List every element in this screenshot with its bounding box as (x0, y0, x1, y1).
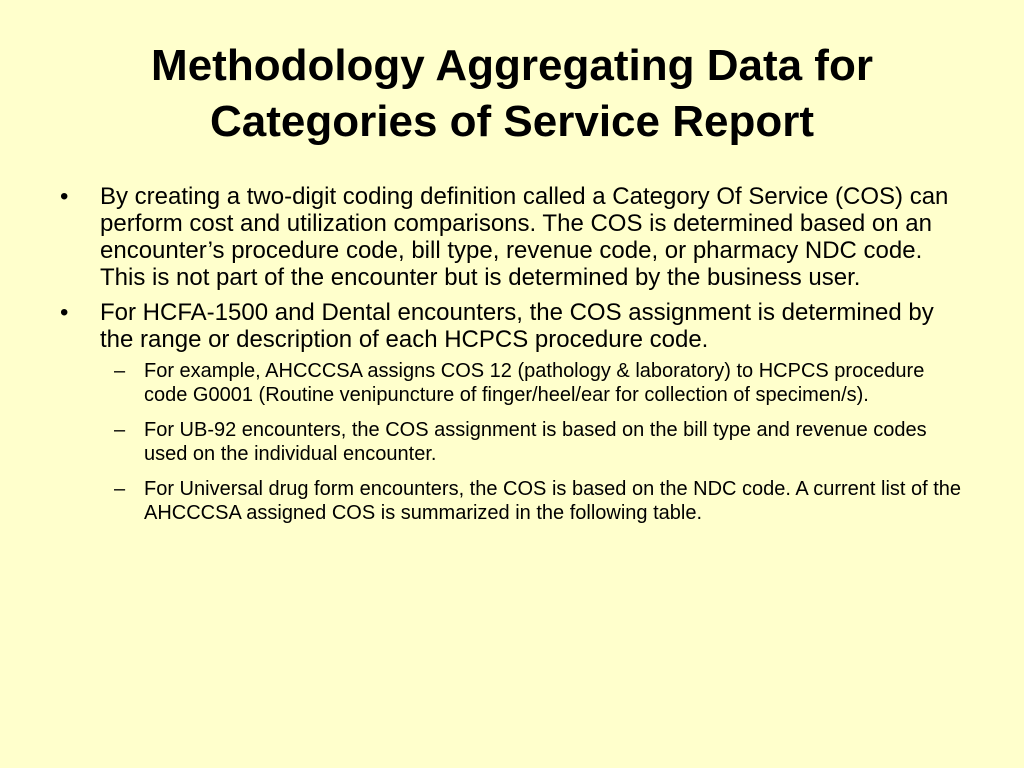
dash-icon: – (114, 478, 126, 500)
slide-title (40, 38, 984, 150)
sub-bullet-item (100, 418, 964, 466)
bullet-text: By creating a two-digit coding definition called a Category Of Service (COS) can perform cost and utilization comparisons. The COS is determined based on an encounter’s procedure code, bill type, revenue code, or pharmacy NDC code. This is not part of the encounter but is determined by the business user. (100, 183, 949, 291)
slide-body (58, 183, 978, 536)
sub-bullet-text: For example, AHCCCSA assigns COS 12 (pathology & laboratory) to HCPCS procedure code G0001 (Routine venipuncture of finger/heel/ear for collection of specimen/s). (144, 360, 925, 406)
bullet-list (58, 183, 978, 525)
sub-bullet-text: For Universal drug form encounters, the COS is based on the NDC code. A current list of the AHCCCSA assigned COS is summarized in the following table. (144, 478, 962, 524)
bullet-icon: • (60, 183, 69, 210)
bullet-icon: • (60, 299, 69, 326)
dash-icon: – (114, 360, 126, 382)
sub-bullet-item (100, 477, 964, 525)
bullet-item (58, 183, 960, 291)
slide-title-line-1: Methodology Aggregating Data for (151, 41, 873, 90)
slide-title-line-2: Categories of Service Report (210, 97, 814, 146)
bullet-item (58, 299, 960, 525)
bullet-text: For HCFA-1500 and Dental encounters, the COS assignment is determined by the range or description of each HCPCS procedure code. (100, 299, 934, 353)
sub-bullet-item (100, 359, 964, 407)
dash-icon: – (114, 419, 126, 441)
sub-bullet-list (100, 359, 960, 525)
sub-bullet-text: For UB-92 encounters, the COS assignment is based on the bill type and revenue codes used on the individual encounter. (144, 419, 927, 465)
